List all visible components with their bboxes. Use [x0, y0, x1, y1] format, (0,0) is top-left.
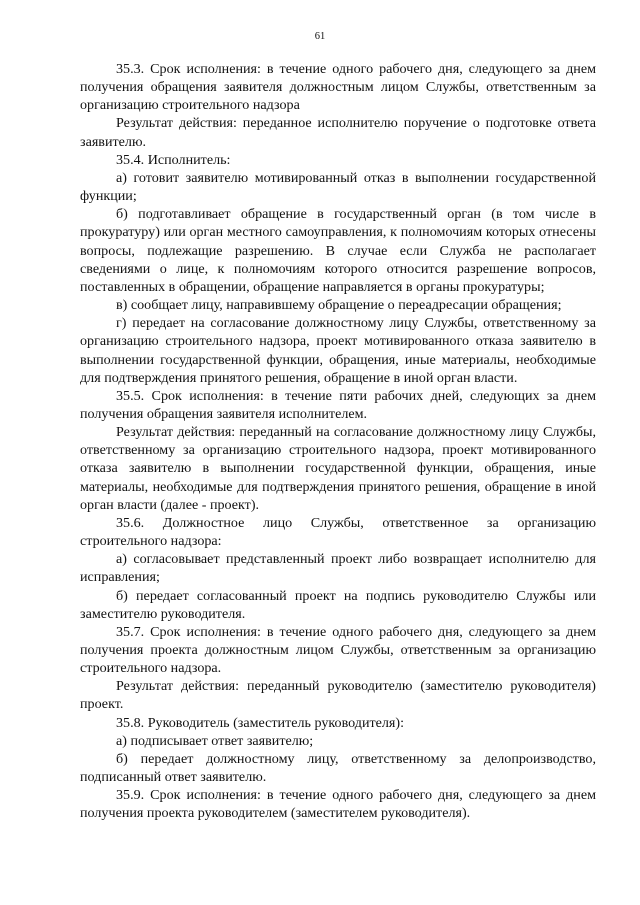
paragraph-35-9: 35.9. Срок исполнения: в течение одного рабочего дня, следующего за днем получения проекта руководителем (заместителем руководителя). — [80, 787, 596, 822]
paragraph-35-5: 35.5. Срок исполнения: в течение пяти рабочих дней, следующих за днем получения обращения заявителя исполнителем. — [80, 387, 596, 422]
paragraph-35-4-b: б) подготавливает обращение в государственный орган (в том числе в прокуратуру) или орган местного самоуправления, к полномочиям которых отнесены вопросы, подлежащие разрешению. В случае если Служба не располагает сведениями о лице, к полномочиям которого относится разрешение вопросов, поставленных в обращении, обращение направляется в органы прокуратуры; — [80, 206, 596, 295]
paragraph-35-6: 35.6. Должностное лицо Службы, ответственное за организацию строительного надзора: — [80, 514, 596, 550]
paragraph-35-5-result: Результат действия: переданный на согласование должностному лицу Службы, ответственному за организацию строительного надзора, проект мотивированного отказа заявителю в выполнении государственной функции, обращения, иные материалы, необходимые для подтверждения принятого решения, обращение в иной орган власти (далее - проект). — [80, 424, 596, 513]
paragraph-35-4: 35.4. Исполнитель: — [116, 151, 231, 168]
paragraph-35-8: 35.8. Руководитель (заместитель руководителя): — [116, 714, 405, 731]
paragraph-35-3: 35.3. Срок исполнения: в течение одного рабочего дня, следующего за днем получения обращения заявителя должностным лицом Службы, ответственным за организацию строительного надзора — [80, 61, 596, 114]
paragraph-35-4-g: г) передает на согласование должностному лицу Службы, ответственному за организацию строительного надзора, проект мотивированного отказа заявителю в выполнении государственной функции, обращения, иные материалы, необходимые для подтверждения принятого решения, обращение в иной орган власти. — [80, 315, 596, 386]
paragraph-35-6-a: а) согласовывает представленный проект либо возвращает исполнителю для исправления; — [80, 551, 596, 586]
paragraph-35-7: 35.7. Срок исполнения: в течение одного рабочего дня, следующего за днем получения проекта должностным лицом Службы, ответственным за организацию строительного надзора. — [80, 623, 596, 677]
paragraph-35-6-b: б) передает согласованный проект на подпись руководителю Службы или заместителю руководителя. — [80, 587, 596, 622]
paragraph-35-4-v: в) сообщает лицу, направившему обращение о переадресации обращения; — [116, 297, 562, 314]
page-number: 61 — [314, 31, 326, 42]
paragraph-35-8-b: б) передает должностному лицу, ответственному за делопроизводство, подписанный ответ заявителю. — [80, 750, 596, 786]
paragraph-35-3-result: Результат действия: переданное исполнителю поручение о подготовке ответа заявителю. — [80, 115, 596, 150]
document-body — [80, 60, 596, 823]
paragraph-35-4-a: а) готовит заявителю мотивированный отказ в выполнении государственной функции; — [80, 169, 596, 205]
paragraph-35-7-result: Результат действия: переданный руководителю (заместителю руководителя) проект. — [80, 678, 596, 713]
paragraph-35-8-a: а) подписывает ответ заявителю; — [116, 732, 314, 749]
